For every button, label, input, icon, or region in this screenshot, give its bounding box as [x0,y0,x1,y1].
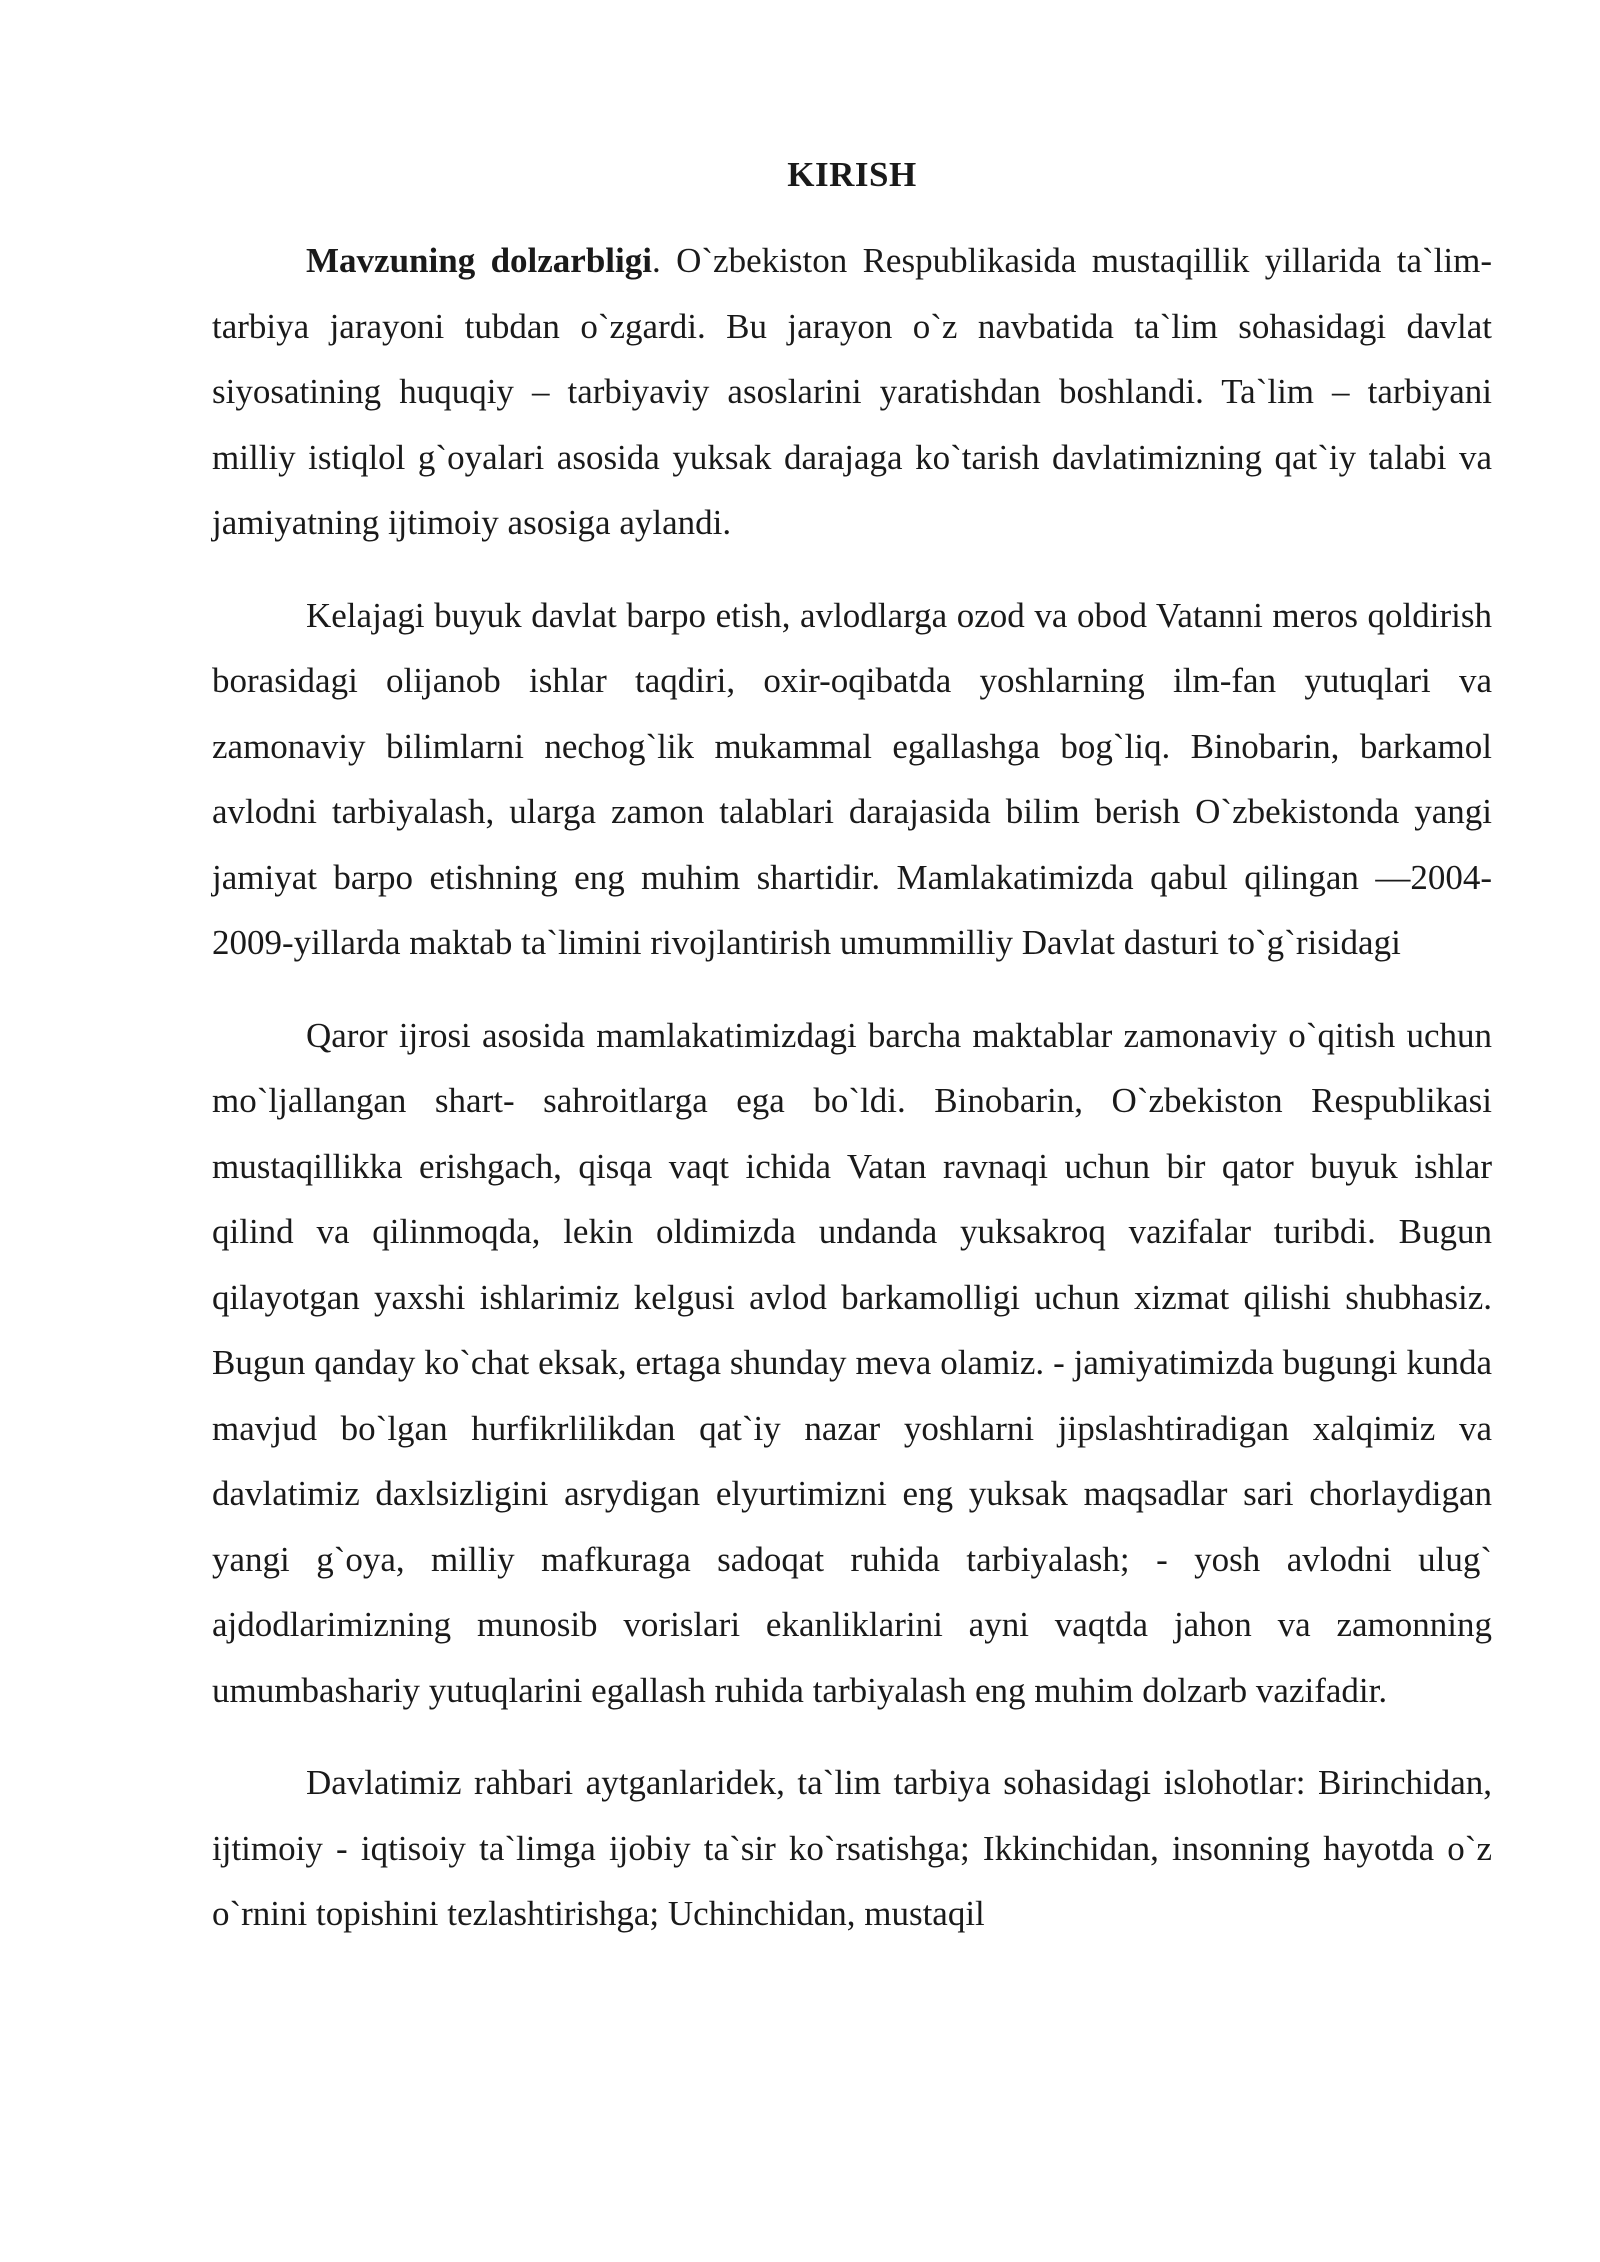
paragraph-2 [212,583,1492,976]
paragraph-text: Davlatimiz rahbari aytganlaridek, ta`lim tarbiya sohasidagi islohotlar: Birinchidan, ijtimoiy - iqtisoiy ta`limga ijobiy ta`sir ko`rsatishga; Ikkinchidan, insonning hayotda o`z o`rnini topishini tezlashtirishga; Uchinchidan, mustaqil [212,1763,1492,1933]
paragraph-text: Qaror ijrosi asosida mamlakatimizdagi barcha maktablar zamonaviy o`qitish uchun mo`ljallangan shart- sahroitlarga ega bo`ldi. Binobarin, O`zbekiston Respublikasi mustaqillikka erishgach, qisqa vaqt ichida Vatan ravnaqi uchun bir qator buyuk ishlar qilind va qilinmoqda, lekin oldimizda undanda yuksakroq vazifalar turibdi. Bugun qilayotgan yaxshi ishlarimiz kelgusi avlod barkamolligi uchun xizmat qilishi shubhasiz. Bugun qanday ko`chat eksak, ertaga shunday meva olamiz. - jamiyatimizda bugungi kunda mavjud bo`lgan hurfikrlilikdan qat`iy nazar yoshlarni jipslashtiradigan xalqimiz va davlatimiz daxlsizligini asrydigan elyurtimizni eng yuksak maqsadlar sari chorlaydigan yangi g`oya, milliy mafkuraga sadoqat ruhida tarbiyalash; - yosh avlodni ulug` ajdodlarimizning munosib vorislari ekanliklarini ayni vaqtda jahon va zamonning umumbashariy yutuqlarini egallash ruhida tarbiyalash eng muhim dolzarb vazifadir. [212,1015,1492,1710]
paragraph-1 [212,228,1492,556]
paragraph-text: . O`zbekiston Respublikasida mustaqillik yillarida ta`lim-tarbiya jarayoni tubdan o`zgardi. Bu jarayon o`z navbatida ta`lim sohasidagi davlat siyosatining huquqiy – tarbiyaviy asoslarini yaratishdan boshlandi. Ta`lim – tarbiyani milliy istiqlol g`oyalari asosida yuksak darajaga ko`tarish davlatimizning qat`iy talabi va jamiyatning ijtimoiy asosiga aylandi. [212,241,1492,542]
document-body [212,150,1492,1974]
paragraph-text: Kelajagi buyuk davlat barpo etish, avlodlarga ozod va obod Vatanni meros qoldirish borasidagi olijanob ishlar taqdiri, oxir-oqibatda yoshlarning ilm-fan yutuqlari va zamonaviy bilimlarni nechog`lik mukammal egallashga bog`liq. Binobarin, barkamol avlodni tarbiyalash, ularga zamon talablari darajasida bilim berish O`zbekistonda yangi jamiyat barpo etishning eng muhim shartidir. Mamlakatimizda qabul qilingan —2004-2009-yillarda maktab ta`limini rivojlantirish umummilliy Davlat dasturi to`g`risidagi [212,595,1492,962]
paragraph-3 [212,1003,1492,1724]
paragraph-4 [212,1750,1492,1947]
paragraph-lead-heading: Mavzuning dolzarbligi [306,241,652,280]
document-title: KIRISH [787,155,917,194]
